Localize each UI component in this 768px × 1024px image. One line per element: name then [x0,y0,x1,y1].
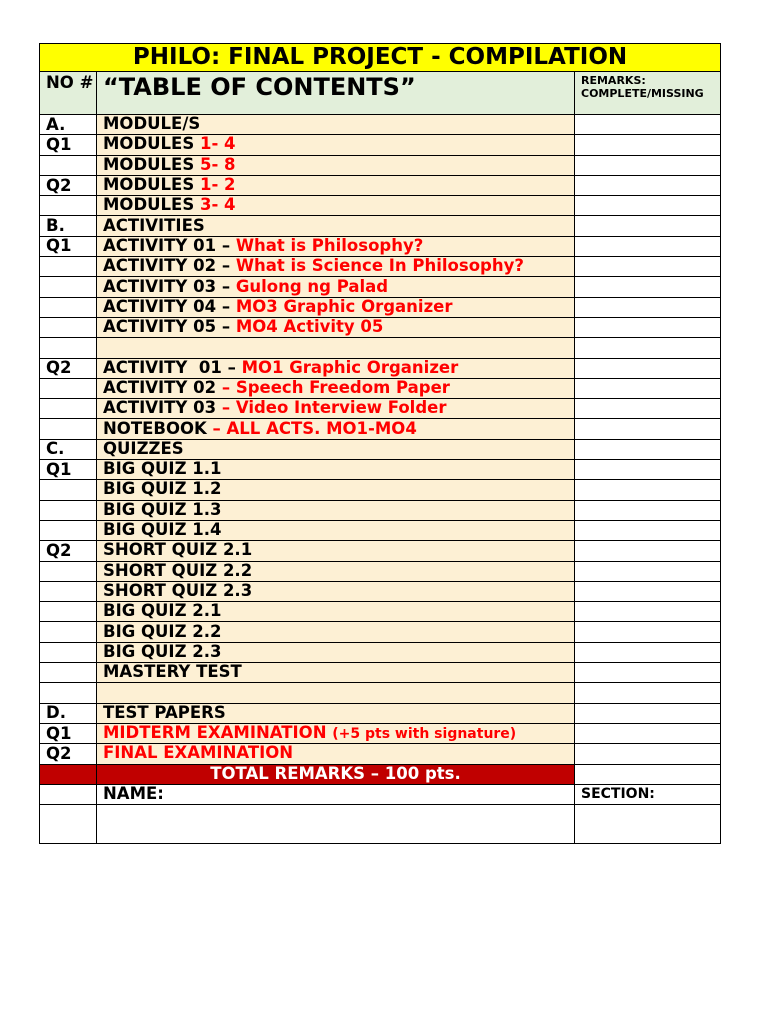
table-row [40,155,721,175]
row-number: Q2 [40,358,97,378]
item-detail: MO3 Graphic Organizer [235,297,453,316]
item-detail: 1- 4 [199,134,236,154]
row-item [97,399,575,419]
table-row [40,378,721,398]
table-row [40,317,721,337]
row-number [40,683,97,703]
item-label: MODULES [103,195,200,215]
remarks-cell[interactable] [575,155,721,175]
row-item [97,115,575,135]
row-item [97,723,575,743]
remarks-cell[interactable] [575,236,721,256]
remarks-cell[interactable] [575,642,721,662]
remarks-cell[interactable] [575,744,721,764]
item-label: BIG QUIZ 1.3 [103,500,222,519]
row-item [97,703,575,723]
remarks-cell[interactable] [575,581,721,601]
title-row [40,44,721,72]
row-number [40,196,97,216]
item-label: MASTERY TEST [103,662,242,682]
total-row [40,764,721,784]
table-row [40,175,721,195]
header-remarks-line1: REMARKS: [581,74,646,87]
table-row [40,257,721,277]
remarks-cell[interactable] [575,683,721,703]
total-remarks-cell[interactable] [575,764,721,784]
remarks-cell[interactable] [575,723,721,743]
row-number [40,419,97,439]
item-label: MODULES [103,175,200,195]
remarks-cell[interactable] [575,297,721,317]
item-label: QUIZZES [103,439,184,458]
item-label: ACTIVITY 01 – [103,358,242,377]
row-number: Q1 [40,460,97,480]
item-label: MODULES [103,155,200,174]
header-remarks [575,72,721,115]
item-label: ACTIVITY 03 – [103,276,236,296]
item-label: BIG QUIZ 1.2 [103,479,222,499]
row-number: Q1 [40,723,97,743]
remarks-cell[interactable] [575,175,721,195]
remarks-cell[interactable] [575,703,721,723]
table-row [40,399,721,419]
header-no-label: NO # [46,73,94,92]
header-remarks-line2: COMPLETE/MISSING [581,87,704,100]
item-label: ACTIVITY 05 – [103,317,236,337]
row-item [97,541,575,561]
row-number: Q1 [40,135,97,155]
blank-cell [40,805,97,844]
item-label: MODULE/S [103,114,201,134]
item-detail: – ALL ACTS. MO1-MO4 [212,418,417,438]
row-number: Q2 [40,541,97,561]
remarks-cell[interactable] [575,135,721,155]
remarks-cell[interactable] [575,216,721,236]
table-row [40,541,721,561]
row-item [97,602,575,622]
section-label: SECTION: [575,784,721,804]
remarks-cell[interactable] [575,500,721,520]
remarks-cell[interactable] [575,622,721,642]
row-item [97,663,575,683]
name-entry-row [40,805,721,844]
table-row [40,135,721,155]
row-item [97,378,575,398]
row-number [40,399,97,419]
remarks-cell[interactable] [575,520,721,540]
name-spacer [40,784,97,804]
item-label: BIG QUIZ 2.3 [103,642,222,661]
row-number: D. [40,703,97,723]
row-number: Q2 [40,744,97,764]
table-row [40,723,721,743]
row-number [40,663,97,683]
table-of-contents [39,43,721,844]
table-row [40,236,721,256]
item-detail: 5- 8 [199,155,236,174]
row-number [40,480,97,500]
row-number [40,338,97,358]
item-label: ACTIVITY 01 – [103,236,236,255]
remarks-cell[interactable] [575,561,721,581]
item-detail: MIDTERM EXAMINATION [103,723,333,743]
row-item [97,216,575,236]
table-row [40,460,721,480]
row-item [97,561,575,581]
remarks-cell[interactable] [575,541,721,561]
table-row [40,703,721,723]
row-item [97,460,575,480]
item-label: ACTIVITIES [103,215,205,235]
row-item [97,236,575,256]
name-row [40,784,721,804]
remarks-cell[interactable] [575,480,721,500]
item-label: MODULES [103,134,200,154]
table-row [40,358,721,378]
item-detail: FINAL EXAMINATION [103,743,294,763]
table-row [40,297,721,317]
item-detail: MO1 Graphic Organizer [241,358,459,377]
item-label: BIG QUIZ 2.1 [103,601,222,621]
table-row [40,277,721,297]
table-row [40,683,721,703]
remarks-cell[interactable] [575,196,721,216]
item-detail: – Speech Freedom Paper [221,378,450,397]
table-row [40,115,721,135]
remarks-cell[interactable] [575,338,721,358]
row-item [97,277,575,297]
row-number [40,317,97,337]
row-item [97,581,575,601]
row-item [97,317,575,337]
header-no [40,72,97,115]
table-row [40,642,721,662]
row-item [97,135,575,155]
document-title: PHILO: FINAL PROJECT - COMPILATION [40,44,721,72]
row-number: Q2 [40,175,97,195]
table-row [40,338,721,358]
remarks-cell[interactable] [575,399,721,419]
item-detail: What is Philosophy? [235,236,424,255]
remarks-cell[interactable] [575,663,721,683]
row-item [97,196,575,216]
row-item [97,683,575,703]
remarks-cell[interactable] [575,460,721,480]
row-number [40,500,97,520]
item-label: SHORT QUIZ 2.3 [103,581,253,600]
row-item [97,520,575,540]
item-label: BIG QUIZ 1.1 [103,459,222,479]
row-item [97,257,575,277]
item-label: ACTIVITY 02 – [103,256,236,276]
row-number [40,257,97,277]
row-item [97,500,575,520]
row-number [40,642,97,662]
item-label: BIG QUIZ 1.4 [103,520,222,540]
row-number: B. [40,216,97,236]
row-number [40,378,97,398]
item-detail: 3- 4 [199,195,236,215]
header-row [40,72,721,115]
row-number: A. [40,115,97,135]
table-row [40,520,721,540]
remarks-cell[interactable] [575,602,721,622]
item-label: ACTIVITY 04 – [103,297,236,316]
item-detail: MO4 Activity 05 [235,317,384,337]
table-row [40,622,721,642]
item-detail: Gulong ng Palad [235,276,389,296]
row-number [40,561,97,581]
table-row [40,663,721,683]
row-number [40,520,97,540]
table-row [40,196,721,216]
row-number [40,155,97,175]
item-detail: – Video Interview Folder [221,398,447,418]
row-number [40,622,97,642]
name-field[interactable] [97,805,575,844]
row-item [97,155,575,175]
remarks-cell[interactable] [575,257,721,277]
row-number [40,581,97,601]
row-number [40,297,97,317]
row-item [97,622,575,642]
remarks-cell[interactable] [575,419,721,439]
header-table-of-contents: “TABLE OF CONTENTS” [97,72,575,115]
table-row [40,216,721,236]
row-item [97,744,575,764]
table-row [40,744,721,764]
remarks-cell[interactable] [575,115,721,135]
remarks-cell[interactable] [575,317,721,337]
row-item [97,297,575,317]
row-item [97,358,575,378]
table-row [40,419,721,439]
remarks-cell[interactable] [575,277,721,297]
section-field[interactable] [575,805,721,844]
row-item [97,439,575,459]
row-item [97,642,575,662]
remarks-cell[interactable] [575,378,721,398]
table-row [40,561,721,581]
item-label: TEST PAPERS [103,703,226,722]
item-label: NOTEBOOK [103,418,213,438]
name-label: NAME: [97,784,575,804]
row-item [97,175,575,195]
remarks-cell[interactable] [575,358,721,378]
table-row [40,439,721,459]
item-detail: What is Science In Philosophy? [235,256,524,276]
row-number: Q1 [40,236,97,256]
item-label: BIG QUIZ 2.2 [103,621,222,641]
item-note: (+5 pts with signature) [332,726,517,743]
item-label: ACTIVITY 02 [103,378,222,397]
table-row [40,602,721,622]
table-row [40,500,721,520]
remarks-cell[interactable] [575,439,721,459]
item-detail: 1- 2 [199,175,236,195]
total-remarks: TOTAL REMARKS – 100 pts. [97,764,575,784]
table-row [40,581,721,601]
item-label: SHORT QUIZ 2.1 [103,540,253,560]
row-item [97,419,575,439]
item-label: ACTIVITY 03 [103,398,222,418]
row-item [97,338,575,358]
row-number [40,602,97,622]
row-number [40,277,97,297]
total-spacer [40,764,97,784]
row-item [97,480,575,500]
item-label: SHORT QUIZ 2.2 [103,561,253,580]
row-number: C. [40,439,97,459]
table-row [40,480,721,500]
